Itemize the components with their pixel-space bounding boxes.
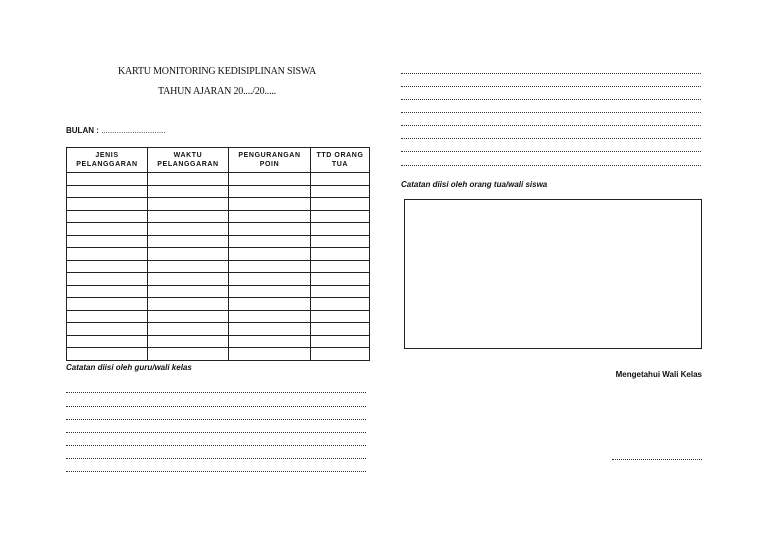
table-row [67, 173, 370, 186]
table-row [67, 310, 370, 323]
table-row [67, 298, 370, 311]
table-cell[interactable] [229, 298, 311, 311]
card-title: KARTU MONITORING KEDISIPLINAN SISWA [117, 66, 317, 77]
table-cell[interactable] [67, 348, 148, 361]
homeroom-teacher-acknowledgement: Mengetahui Wali Kelas [615, 370, 702, 379]
column-header-violation-type: JENIS PELANGGARAN [67, 148, 148, 173]
table-cell[interactable] [311, 348, 370, 361]
writing-line[interactable] [401, 73, 701, 74]
table-cell[interactable] [229, 198, 311, 211]
writing-line[interactable] [401, 125, 701, 126]
writing-line[interactable] [66, 419, 366, 420]
parent-notes-label: Catatan diisi oleh orang tua/wali siswa [401, 180, 548, 189]
table-cell[interactable] [311, 335, 370, 348]
table-cell[interactable] [229, 285, 311, 298]
writing-line[interactable] [66, 432, 366, 433]
writing-line[interactable] [401, 138, 701, 139]
table-cell[interactable] [67, 198, 148, 211]
table-cell[interactable] [311, 235, 370, 248]
column-header-parent-signature: TTD ORANG TUA [311, 148, 370, 173]
table-header-row [67, 148, 370, 173]
table-cell[interactable] [311, 223, 370, 236]
teacher-notes-label: Catatan diisi oleh guru/wali kelas [66, 363, 192, 372]
table-cell[interactable] [311, 173, 370, 186]
table-cell[interactable] [311, 198, 370, 211]
table-cell[interactable] [311, 210, 370, 223]
table-cell[interactable] [67, 298, 148, 311]
violation-table [66, 147, 370, 361]
writing-line[interactable] [401, 151, 701, 152]
table-cell[interactable] [148, 285, 229, 298]
table-row [67, 273, 370, 286]
table-cell[interactable] [67, 260, 148, 273]
writing-line[interactable] [401, 86, 701, 87]
table-cell[interactable] [148, 185, 229, 198]
table-cell[interactable] [67, 235, 148, 248]
writing-line[interactable] [401, 165, 701, 166]
table-cell[interactable] [148, 210, 229, 223]
table-cell[interactable] [229, 173, 311, 186]
table-cell[interactable] [229, 210, 311, 223]
school-year-title: TAHUN AJARAN 20..../20..... [158, 86, 276, 97]
table-cell[interactable] [148, 323, 229, 336]
table-cell[interactable] [311, 298, 370, 311]
table-cell[interactable] [67, 248, 148, 261]
table-cell[interactable] [148, 223, 229, 236]
column-header-violation-time: WAKTU PELANGGARAN [148, 148, 229, 173]
writing-line[interactable] [66, 471, 366, 472]
writing-line[interactable] [66, 458, 366, 459]
parent-notes-box[interactable] [404, 199, 702, 349]
table-cell[interactable] [229, 235, 311, 248]
month-blank: ............................. [101, 126, 166, 135]
writing-line[interactable] [66, 445, 366, 446]
writing-line[interactable] [401, 99, 701, 100]
table-row [67, 223, 370, 236]
signature-line[interactable] [612, 459, 702, 460]
table-row [67, 210, 370, 223]
table-row [67, 323, 370, 336]
table-cell[interactable] [148, 310, 229, 323]
table-cell[interactable] [67, 210, 148, 223]
table-cell[interactable] [148, 298, 229, 311]
table-cell[interactable] [148, 235, 229, 248]
writing-line[interactable] [66, 406, 366, 407]
table-cell[interactable] [229, 310, 311, 323]
table-cell[interactable] [148, 198, 229, 211]
table-cell[interactable] [148, 248, 229, 261]
table-row [67, 198, 370, 211]
table-cell[interactable] [311, 323, 370, 336]
table-row [67, 260, 370, 273]
table-cell[interactable] [311, 248, 370, 261]
month-label: BULAN : [66, 126, 99, 135]
table-cell[interactable] [229, 223, 311, 236]
table-cell[interactable] [148, 260, 229, 273]
table-cell[interactable] [311, 273, 370, 286]
table-cell[interactable] [148, 173, 229, 186]
table-cell[interactable] [67, 223, 148, 236]
month-field [66, 126, 166, 135]
table-row [67, 285, 370, 298]
table-cell[interactable] [67, 173, 148, 186]
table-cell[interactable] [148, 335, 229, 348]
table-cell[interactable] [148, 273, 229, 286]
table-cell[interactable] [67, 285, 148, 298]
table-row [67, 335, 370, 348]
table-cell[interactable] [67, 310, 148, 323]
table-cell[interactable] [67, 323, 148, 336]
table-cell[interactable] [311, 185, 370, 198]
table-row [67, 185, 370, 198]
table-cell[interactable] [229, 185, 311, 198]
table-cell[interactable] [148, 348, 229, 361]
writing-line[interactable] [66, 392, 366, 393]
table-cell[interactable] [229, 248, 311, 261]
table-cell[interactable] [229, 260, 311, 273]
table-row [67, 348, 370, 361]
column-header-point-deduction: PENGURANGAN POIN [229, 148, 311, 173]
table-cell[interactable] [229, 323, 311, 336]
table-cell[interactable] [311, 310, 370, 323]
writing-line[interactable] [401, 112, 701, 113]
table-cell[interactable] [229, 335, 311, 348]
table-cell[interactable] [67, 273, 148, 286]
table-cell[interactable] [229, 348, 311, 361]
table-cell[interactable] [229, 273, 311, 286]
table-cell[interactable] [67, 335, 148, 348]
table-row [67, 248, 370, 261]
table-row [67, 235, 370, 248]
table-cell[interactable] [311, 260, 370, 273]
table-cell[interactable] [67, 185, 148, 198]
table-cell[interactable] [311, 285, 370, 298]
